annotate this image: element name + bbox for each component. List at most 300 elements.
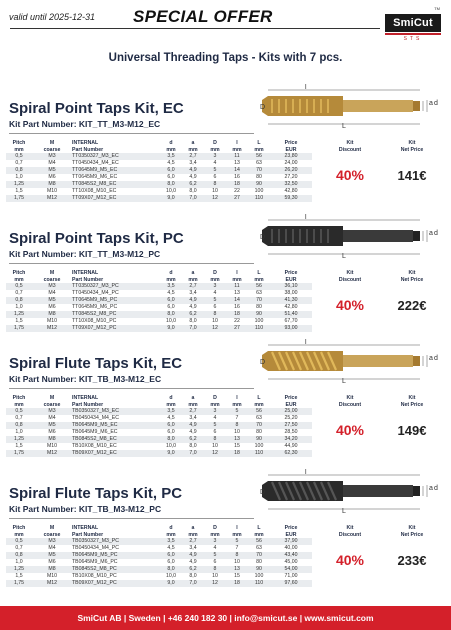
table-cell: 12 xyxy=(204,325,226,332)
col-unit: mm xyxy=(254,531,264,538)
table-cell: 6,0 xyxy=(167,304,175,310)
col-pitch-unit: mm xyxy=(14,146,24,153)
table-cell: 90 xyxy=(248,566,270,573)
col-unit: mm xyxy=(166,276,176,283)
table-cell: 1,75 xyxy=(6,450,32,457)
dim-label-d: d xyxy=(434,355,438,362)
table-cell: M6 xyxy=(48,559,56,565)
table-cell: 4,5 xyxy=(167,415,175,421)
contact-footer: SmiCut AB | Sweden | +46 240 182 30 | info@smicut.se | www.smicut.com xyxy=(0,606,451,630)
table-cell: 4,9 xyxy=(182,422,204,429)
table-cell: 5 xyxy=(226,538,248,545)
col-internal: INTERNAL xyxy=(72,395,99,401)
col-internal: INTERNAL xyxy=(72,270,99,276)
tap-drawing xyxy=(260,214,440,258)
table-cell: 10,0 xyxy=(165,573,177,579)
col-m-sub: coarse xyxy=(43,531,61,538)
table-cell: 27,20 xyxy=(284,174,298,180)
dim-label-D: D xyxy=(260,359,266,366)
table-cell: 4 xyxy=(213,160,217,166)
table-cell: 42,80 xyxy=(284,188,298,194)
table-cell: 27,50 xyxy=(270,422,312,429)
table-cell: 28,50 xyxy=(284,429,298,435)
table-cell: 8 xyxy=(204,311,226,318)
col-unit: mm xyxy=(210,146,220,153)
table-cell: 2,7 xyxy=(182,408,204,415)
col-d: d xyxy=(169,140,173,146)
tap-drawing xyxy=(260,339,440,383)
table-cell: 11 xyxy=(226,283,248,290)
table-cell: 16 xyxy=(234,174,240,180)
table-cell: 10,0 xyxy=(165,443,177,449)
table-cell: M12 xyxy=(32,195,72,202)
table-cell: 18 xyxy=(226,450,248,457)
kit-discount-cell xyxy=(320,153,380,202)
section-divider xyxy=(9,388,254,389)
col-internal-sub: Part Number xyxy=(72,531,104,538)
dim-label-L: L xyxy=(342,123,346,128)
col-kit-net: Kit xyxy=(408,395,416,401)
table-cell: 7,0 xyxy=(182,580,204,587)
table-cell: 4,5 xyxy=(167,160,175,166)
table-row xyxy=(6,538,444,545)
kit-part-number: Kit Part Number: KIT_TB_M3-M12_EC xyxy=(9,374,162,384)
table-cell: M4 xyxy=(48,160,56,166)
table-cell: 110 xyxy=(248,325,270,332)
table-cell: 6 xyxy=(213,559,217,565)
table-cell: M5 xyxy=(32,552,72,559)
table-cell: TB0645M9_M5_PC xyxy=(72,552,160,559)
table-cell: 15 xyxy=(234,443,240,449)
table-cell: 56 xyxy=(248,538,270,545)
col-price: Price xyxy=(284,270,298,276)
col-internal-sub: Part Number xyxy=(72,401,104,408)
kit-section xyxy=(0,84,451,225)
table-cell: 10,0 xyxy=(165,318,177,324)
dim-label-D: D xyxy=(260,104,266,111)
table-cell: 1,0 xyxy=(15,174,23,180)
col-unit: mm xyxy=(210,401,220,408)
table-cell: 4,9 xyxy=(182,297,204,304)
col-l: l xyxy=(236,270,238,276)
table-cell: 3,5 xyxy=(160,283,182,290)
table-cell: 1,25 xyxy=(6,181,32,188)
tap-square xyxy=(413,486,420,496)
col-unit: mm xyxy=(254,401,264,408)
table-cell: 0,7 xyxy=(15,415,23,421)
kit-net-price: 141€ xyxy=(397,168,427,183)
dim-label-a: a xyxy=(429,355,433,362)
smicut-logo xyxy=(385,6,441,50)
dim-label-l: l xyxy=(305,84,307,91)
col-pitch-unit: mm xyxy=(14,531,24,538)
col-kit-discount: Kit xyxy=(346,140,354,146)
table-cell: 8,0 xyxy=(160,181,182,188)
col-discount-sub: Discount xyxy=(338,276,362,283)
table-cell: 4 xyxy=(213,290,217,296)
table-cell: 1,25 xyxy=(6,436,32,443)
table-cell: 0,8 xyxy=(6,167,32,174)
table-cell: TT0645M9_M6_PC xyxy=(72,304,118,310)
table-cell: 3,5 xyxy=(160,408,182,415)
table-cell: 97,60 xyxy=(270,580,312,587)
table-cell: 7,0 xyxy=(182,450,204,457)
table-cell: 90 xyxy=(248,311,270,318)
table-cell: 10 xyxy=(234,429,240,435)
dim-label-d: d xyxy=(434,100,438,107)
kit-net-cell xyxy=(380,283,444,332)
table-cell: 8 xyxy=(204,181,226,188)
table-cell: 7,0 xyxy=(182,195,204,202)
table-cell: 6,0 xyxy=(167,429,175,435)
kit-discount: 40% xyxy=(335,297,365,313)
col-m-sub: coarse xyxy=(43,401,61,408)
table-cell: TB09X07_M12_EC xyxy=(72,450,160,457)
table-cell: 7 xyxy=(235,545,239,551)
kit-net-cell xyxy=(380,408,444,457)
table-cell: TT0645M9_M5_EC xyxy=(72,167,160,174)
table-cell: 27 xyxy=(226,325,248,332)
col-D: D xyxy=(213,270,217,276)
table-cell: M12 xyxy=(32,580,72,587)
table-cell: 41,30 xyxy=(270,297,312,304)
table-cell: 18 xyxy=(226,311,248,318)
section-divider xyxy=(9,263,254,264)
dim-label-l: l xyxy=(305,339,307,346)
table-cell: 6,2 xyxy=(182,436,204,443)
table-cell: 3 xyxy=(204,408,226,415)
col-unit: mm xyxy=(232,531,242,538)
table-cell: 8,0 xyxy=(160,311,182,318)
col-price: Price xyxy=(284,525,298,531)
table-cell: 13 xyxy=(226,436,248,443)
table-cell: M6 xyxy=(48,429,56,435)
table-cell: M3 xyxy=(32,283,72,290)
special-offer-title: SPECIAL OFFER xyxy=(133,7,273,26)
table-cell: 80 xyxy=(256,559,262,565)
col-a: a xyxy=(191,270,195,276)
section-title: Spiral Flute Taps Kit, PC xyxy=(9,485,183,502)
dim-label-a: a xyxy=(429,100,433,107)
table-cell: 34,20 xyxy=(270,436,312,443)
table-cell: 42,80 xyxy=(284,304,298,310)
table-cell: 10 xyxy=(234,559,240,565)
table-cell: 7 xyxy=(235,415,239,421)
table-cell: TT0450434_M4_PC xyxy=(72,290,119,296)
table-cell: M4 xyxy=(48,415,56,421)
table-cell: 3,4 xyxy=(189,160,197,166)
table-cell: 0,8 xyxy=(6,422,32,429)
table-cell: 13 xyxy=(226,566,248,573)
table-cell: 44,90 xyxy=(284,443,298,449)
table-cell: TT10X08_M10_EC xyxy=(72,188,117,194)
table-cell: 90 xyxy=(248,436,270,443)
table-cell: 1,5 xyxy=(15,188,23,194)
col-L: L xyxy=(257,270,261,276)
table-cell: 13 xyxy=(234,160,240,166)
table-row xyxy=(6,153,444,160)
table-cell: 1,5 xyxy=(15,318,23,324)
col-l: l xyxy=(236,140,238,146)
table-cell: 3,4 xyxy=(189,290,197,296)
col-d: d xyxy=(169,525,173,531)
table-cell: M6 xyxy=(48,174,56,180)
table-cell: 8 xyxy=(226,422,248,429)
dim-label-L: L xyxy=(342,253,346,258)
table-cell: 70 xyxy=(248,167,270,174)
table-cell: 56 xyxy=(248,283,270,290)
table-cell: 1,5 xyxy=(15,573,23,579)
col-a: a xyxy=(191,395,195,401)
col-unit: mm xyxy=(232,146,242,153)
table-cell: 110 xyxy=(248,580,270,587)
table-cell: 5 xyxy=(204,297,226,304)
table-cell: 51,40 xyxy=(270,311,312,318)
table-cell: 8,0 xyxy=(189,573,197,579)
table-cell: TB0845S2_M8_PC xyxy=(72,566,160,573)
kit-section xyxy=(0,469,451,610)
header-divider xyxy=(10,28,380,29)
col-m-sub: coarse xyxy=(43,276,61,283)
table-cell: 63 xyxy=(256,545,262,551)
table-cell: 54,00 xyxy=(270,566,312,573)
table-cell: 26,20 xyxy=(270,167,312,174)
table-cell: 6,0 xyxy=(160,422,182,429)
col-internal: INTERNAL xyxy=(72,140,99,146)
logo-sub: STS xyxy=(385,33,441,43)
col-unit: mm xyxy=(232,276,242,283)
col-unit: mm xyxy=(188,531,198,538)
tap-shank xyxy=(343,485,413,497)
table-cell: 110 xyxy=(248,195,270,202)
section-title: Spiral Flute Taps Kit, EC xyxy=(9,355,183,372)
col-pitch: Pitch xyxy=(12,140,26,146)
table-cell: 12 xyxy=(204,195,226,202)
col-unit: mm xyxy=(188,401,198,408)
col-kit-net: Kit xyxy=(408,270,416,276)
table-cell: TB0350327_M3_PC xyxy=(72,538,160,545)
table-cell: 100 xyxy=(254,318,264,324)
table-cell: 70 xyxy=(248,552,270,559)
table-cell: TB0645M9_M6_PC xyxy=(72,559,118,565)
table-cell: 59,30 xyxy=(270,195,312,202)
table-cell: M10 xyxy=(46,188,58,194)
table-cell: TB0645M9_M5_EC xyxy=(72,422,160,429)
table-cell: 8,0 xyxy=(189,188,197,194)
table-cell: 18 xyxy=(226,580,248,587)
dim-label-L: L xyxy=(342,508,346,513)
table-cell: 110 xyxy=(248,450,270,457)
table-cell: 8,0 xyxy=(160,566,182,573)
col-unit: mm xyxy=(254,146,264,153)
section-divider xyxy=(9,518,254,519)
table-cell: TB09X07_M12_PC xyxy=(72,580,160,587)
table-cell: 27 xyxy=(226,195,248,202)
col-internal: INTERNAL xyxy=(72,525,99,531)
kit-part-number: Kit Part Number: KIT_TT_M3-M12_EC xyxy=(9,119,161,129)
table-cell: M5 xyxy=(32,167,72,174)
table-cell: 24,00 xyxy=(284,160,298,166)
col-m: M xyxy=(49,395,55,401)
table-cell: 4,9 xyxy=(189,304,197,310)
table-cell: 22 xyxy=(234,318,240,324)
col-pitch: Pitch xyxy=(12,395,26,401)
col-unit: mm xyxy=(166,531,176,538)
table-cell: M12 xyxy=(32,450,72,457)
spec-table xyxy=(6,270,444,332)
col-kit-discount: Kit xyxy=(346,395,354,401)
table-cell: 0,7 xyxy=(15,290,23,296)
page-subtitle: Universal Threading Taps - Kits with 7 pcs. xyxy=(108,52,343,64)
kit-discount: 40% xyxy=(335,422,365,438)
col-price-sub: EUR xyxy=(285,401,297,408)
table-cell: 11 xyxy=(226,153,248,160)
table-cell: 6,0 xyxy=(160,297,182,304)
table-cell: M3 xyxy=(32,538,72,545)
table-cell: 36,10 xyxy=(270,283,312,290)
table-cell: TB10X08_M10_PC xyxy=(72,573,117,579)
table-cell: 8,0 xyxy=(189,318,197,324)
table-cell: TT09X07_M12_EC xyxy=(72,195,160,202)
spec-table xyxy=(6,525,444,587)
table-cell: TB0450434_M4_EC xyxy=(72,415,120,421)
page-header xyxy=(0,0,451,70)
dim-label-D: D xyxy=(260,489,266,496)
table-cell: 16 xyxy=(234,304,240,310)
table-cell: 1,25 xyxy=(6,566,32,573)
table-cell: M10 xyxy=(46,443,58,449)
spec-table xyxy=(6,395,444,457)
table-cell: 4,9 xyxy=(182,552,204,559)
col-l: l xyxy=(236,525,238,531)
col-unit: mm xyxy=(188,276,198,283)
table-cell: 3,5 xyxy=(160,538,182,545)
table-cell: 14 xyxy=(226,297,248,304)
table-cell: 9,0 xyxy=(160,580,182,587)
table-cell: 18 xyxy=(226,181,248,188)
table-cell: TB0450434_M4_PC xyxy=(72,545,120,551)
col-m-sub: coarse xyxy=(43,146,61,153)
table-cell: 4,9 xyxy=(189,174,197,180)
table-cell: TB0645M9_M6_EC xyxy=(72,429,118,435)
col-price: Price xyxy=(284,395,298,401)
table-cell: 1,75 xyxy=(6,580,32,587)
table-cell: 80 xyxy=(256,429,262,435)
kit-discount: 40% xyxy=(335,552,365,568)
table-cell: M10 xyxy=(46,573,58,579)
table-cell: TT0450434_M4_EC xyxy=(72,160,119,166)
kit-net-cell xyxy=(380,153,444,202)
col-D: D xyxy=(213,395,217,401)
dim-label-l: l xyxy=(305,214,307,221)
table-cell: 1,5 xyxy=(15,443,23,449)
table-cell: 80 xyxy=(256,174,262,180)
dim-label-a: a xyxy=(429,485,433,492)
col-L: L xyxy=(257,140,261,146)
table-cell: 10 xyxy=(212,318,218,324)
col-a: a xyxy=(191,525,195,531)
table-cell: M12 xyxy=(32,325,72,332)
kit-discount-cell xyxy=(320,408,380,457)
table-cell: 38,00 xyxy=(284,290,298,296)
table-cell: 4,5 xyxy=(167,290,175,296)
table-cell: 100 xyxy=(254,573,264,579)
table-cell: 62,30 xyxy=(270,450,312,457)
col-m: M xyxy=(49,270,55,276)
table-cell: 0,5 xyxy=(6,538,32,545)
table-cell: 1,75 xyxy=(6,195,32,202)
col-price-sub: EUR xyxy=(285,531,297,538)
col-pitch: Pitch xyxy=(12,270,26,276)
table-cell: 70 xyxy=(248,297,270,304)
table-cell: 9,0 xyxy=(160,195,182,202)
tap-square xyxy=(413,356,420,366)
kit-net-price: 222€ xyxy=(397,298,427,313)
tap-shank xyxy=(343,100,413,112)
table-cell: 5 xyxy=(226,408,248,415)
table-cell: M8 xyxy=(32,436,72,443)
tap-square xyxy=(413,101,420,111)
table-cell: 4,9 xyxy=(182,167,204,174)
table-cell: 4 xyxy=(213,415,217,421)
table-cell: 1,75 xyxy=(6,325,32,332)
col-unit: mm xyxy=(232,401,242,408)
table-cell: 0,7 xyxy=(15,160,23,166)
table-cell: 0,8 xyxy=(6,552,32,559)
kit-section xyxy=(0,339,451,480)
col-discount-sub: Discount xyxy=(338,146,362,153)
col-price-sub: EUR xyxy=(285,146,297,153)
table-cell: 2,7 xyxy=(182,153,204,160)
col-L: L xyxy=(257,525,261,531)
table-cell: M4 xyxy=(48,290,56,296)
table-cell: TT0350327_M3_PC xyxy=(72,283,160,290)
col-discount-sub: Discount xyxy=(338,531,362,538)
table-cell: 6,2 xyxy=(182,566,204,573)
section-title: Spiral Point Taps Kit, EC xyxy=(9,100,184,117)
dim-label-D: D xyxy=(260,234,266,241)
table-cell: M10 xyxy=(46,318,58,324)
table-cell: 6,0 xyxy=(160,167,182,174)
table-cell: 25,00 xyxy=(270,408,312,415)
table-cell: 8 xyxy=(226,552,248,559)
table-cell: 3,5 xyxy=(160,153,182,160)
col-price: Price xyxy=(284,140,298,146)
table-cell: 90 xyxy=(248,181,270,188)
table-cell: 7,0 xyxy=(182,325,204,332)
kit-part-number: Kit Part Number: KIT_TT_M3-M12_PC xyxy=(9,249,161,259)
table-cell: M4 xyxy=(48,545,56,551)
table-cell: 8,0 xyxy=(189,443,197,449)
table-cell: M5 xyxy=(32,422,72,429)
col-unit: mm xyxy=(254,276,264,283)
col-discount-sub: Discount xyxy=(338,401,362,408)
table-cell: TT0645M9_M5_PC xyxy=(72,297,160,304)
tap-shank xyxy=(343,230,413,242)
table-cell: 23,80 xyxy=(270,153,312,160)
col-unit: mm xyxy=(166,401,176,408)
table-cell: M8 xyxy=(32,566,72,573)
col-net-sub: Net Price xyxy=(400,276,424,283)
table-cell: 15 xyxy=(234,573,240,579)
col-unit: mm xyxy=(210,531,220,538)
table-cell: 25,20 xyxy=(284,415,298,421)
table-cell: 100 xyxy=(254,443,264,449)
table-cell: 45,00 xyxy=(284,559,298,565)
table-cell: 0,5 xyxy=(6,408,32,415)
trademark-mark: TM xyxy=(434,6,440,11)
table-cell: 6 xyxy=(213,174,217,180)
